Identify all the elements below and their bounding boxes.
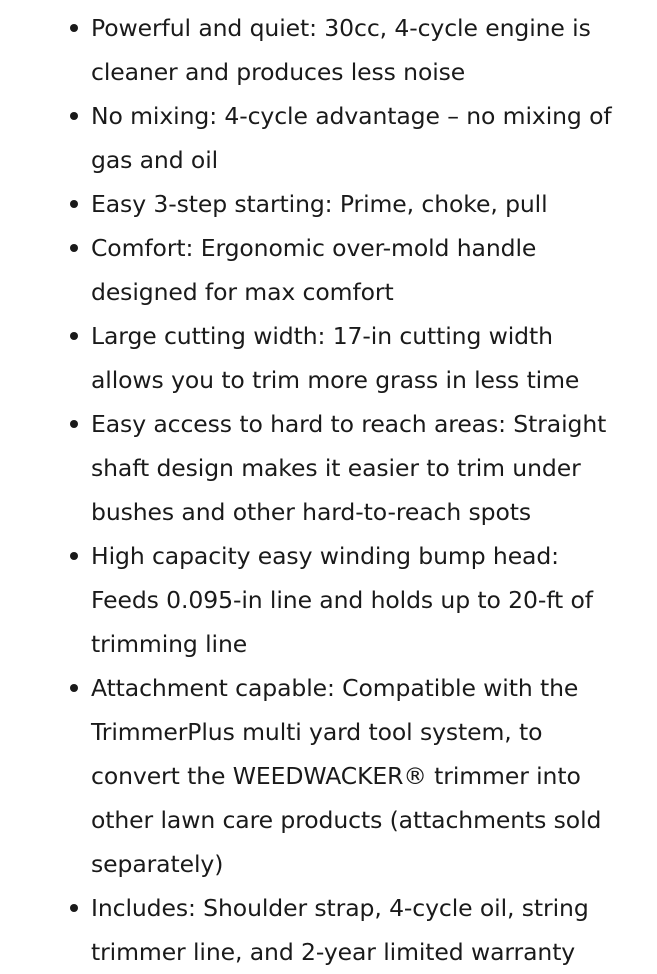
feature-text: Easy access to hard to reach areas: Straight shaft design makes it easier to trim under bushes and other hard-to-reach spots — [91, 410, 607, 526]
list-item — [0, 402, 657, 534]
bullet-dot-icon — [70, 112, 78, 120]
bullet-dot-icon — [70, 552, 78, 560]
list-item — [0, 94, 657, 182]
bullet-dot-icon — [70, 244, 78, 252]
list-item — [0, 226, 657, 314]
list-item — [0, 314, 657, 402]
bullet-dot-icon — [70, 420, 78, 428]
bullet-dot-icon — [70, 24, 78, 32]
feature-text: Powerful and quiet: 30cc, 4-cycle engine is cleaner and produces less noise — [91, 14, 591, 86]
list-item — [0, 534, 657, 666]
feature-text: Includes: Shoulder strap, 4-cycle oil, string trimmer line, and 2-year limited warranty — [91, 894, 589, 966]
bullet-dot-icon — [70, 332, 78, 340]
list-item — [0, 182, 657, 226]
feature-text: Large cutting width: 17-in cutting width allows you to trim more grass in less time — [91, 322, 580, 394]
list-item — [0, 6, 657, 94]
list-item — [0, 666, 657, 886]
bullet-dot-icon — [70, 684, 78, 692]
feature-text: High capacity easy winding bump head: Feeds 0.095-in line and holds up to 20-ft of trimming line — [91, 542, 593, 658]
feature-text: Comfort: Ergonomic over-mold handle designed for max comfort — [91, 234, 537, 306]
feature-text: Attachment capable: Compatible with the TrimmerPlus multi yard tool system, to convert the WEEDWACKER® trimmer into other lawn care products (attachments sold separately) — [91, 674, 602, 878]
bullet-dot-icon — [70, 200, 78, 208]
feature-list — [0, 6, 657, 974]
feature-text: Easy 3-step starting: Prime, choke, pull — [91, 190, 548, 218]
list-item — [0, 886, 657, 974]
bullet-dot-icon — [70, 904, 78, 912]
feature-text: No mixing: 4-cycle advantage – no mixing of gas and oil — [91, 102, 612, 174]
